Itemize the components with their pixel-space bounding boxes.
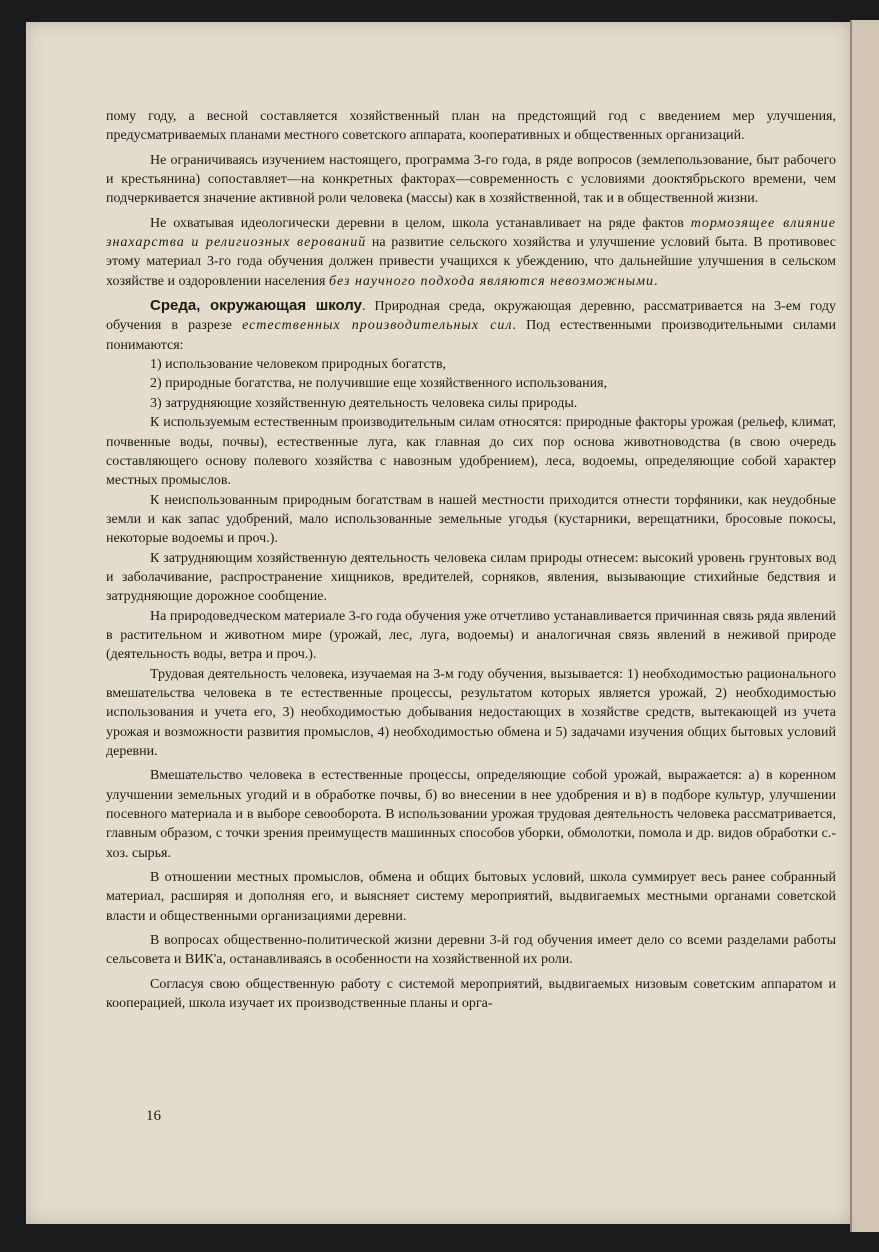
paragraph xyxy=(106,296,836,355)
paragraph: В вопросах общественно-политической жизни деревни 3-й год обучения имеет дело со всеми разделами работы сельсовета и ВИК'а, останавливаясь в особенности на хозяйственной их роли. xyxy=(106,933,836,968)
list-item: 2) природные богатства, не получившие еще хозяйственного использования, xyxy=(150,376,608,392)
paragraph: В отношении местных промыслов, обмена и общих бытовых условий, школа суммирует весь ранее собранный материал, расширяя и дополняя его, и выясняет систему мероприятий, выдвигаемых местными органами советской власти и общественными организациями деревни. xyxy=(106,870,836,924)
italic-emphasis: естественных производительных сил xyxy=(242,318,513,334)
italic-emphasis: тормозящее влияние знахарства и религиозных верований xyxy=(106,215,836,251)
text-run: Не охватывая идеологически деревни в целом, школа устанавливает на ряде фактов xyxy=(150,215,691,231)
paragraph: К используемым естественным производительным силам относятся: природные факторы урожая (рельеф, климат, почвенные воды, почвы), естественные луга, как главная до сих пор основа животноводства (в свою очередь составляющего основу полевого хозяйства с навозным удобрением), леса, водоемы, определяющие собой характер местных промыслов. xyxy=(106,415,836,489)
list-item: 1) использование человеком природных богатств, xyxy=(150,357,447,373)
italic-emphasis: без научного подхода являются невозможными xyxy=(328,273,655,289)
paragraph: Вмешательство человека в естественные процессы, определяющие собой урожай, выражается: а) в коренном улучшении земельных угодий и в обработке почвы, б) во внесении в нее удобрения и в) в подборе культур, улучшении посевного материала и в выборе севооборота. В использовании урожая трудовая деятельность человека рассматривается, главным образом, с точки зрения преимуществ машинных способов уборки, обмолотки, помола и др. видов обработки с.-хоз. сырья. xyxy=(106,768,836,861)
paragraph xyxy=(106,214,836,291)
facing-page-edge xyxy=(850,20,879,1232)
page-number: 16 xyxy=(146,1108,161,1124)
paragraph: Не ограничиваясь изучением настоящего, программа 3-го года, в ряде вопросов (землепользование, быт рабочего и крестьянина) сопоставляет—на конкретных факторах—современность с условиями дооктябрьского времени, чем подчеркивается значение активной роли человека (массы) как в хозяйственной, так и в общественной жизни. xyxy=(106,152,836,207)
paragraph: Трудовая деятельность человека, изучаемая на 3-м году обучения, вызывается: 1) необходимостью рационального вмешательства человека в те естественные процессы, результатом которых является урожай, 2) необходимостью использования и учета его, 3) необходимостью добывания недостающих в хозяйстве средств, вытекающей из учета урожая и возможности развития промыслов, 4) необходимостью обмена и 5) задачами изучения общих бытовых условий деревни. xyxy=(106,666,836,759)
text-run: на развитие сельского хозяйства и улучшение условий быта. В противовес этому материал 3-го года обучения должен привести учащихся к убеждению, что дальнейшие улучшения в сельском хозяйстве и оздоровлении населения xyxy=(106,235,836,289)
section-heading: Среда, окружающая школу xyxy=(150,297,362,315)
text-run: . Под естественными производительными силами понимаются: xyxy=(106,318,836,353)
page-text xyxy=(106,107,836,1018)
text-run: . xyxy=(654,273,658,289)
paragraph: пому году, а весной составляется хозяйственный план на предстоящий год с введением мер улучшения, предусматриваемых планами местного советского аппарата, кооперативных и общественных организаций. xyxy=(106,109,836,144)
paragraph: К неиспользованным природным богатствам в нашей местности приходится отнести торфяники, как неудобные земли и как запас удобрений, мало использованные земельные угодья (кустарники, верещатники, бросовые покосы, некоторые водоемы и проч.). xyxy=(106,492,836,547)
paragraph: К затрудняющим хозяйственную деятельность человека силам природы отнесем: высокий уровень грунтовых вод и заболачивание, распространение хищников, вредителей, сорняков, явления, вызывающие стихийные бедствия и затрудняющие дорожное сообщение. xyxy=(106,550,836,605)
paragraph: На природоведческом материале 3-го года обучения уже отчетливо устанавливается причинная связь ряда явлений в растительном и животном мире (урожай, лес, луга, водоемы) и аналогичная связь явлений в неживой природе (деятельность воды, ветра и проч.). xyxy=(106,608,836,663)
paragraph: Согласуя свою общественную работу с системой мероприятий, выдвигаемых низовым советским аппаратом и кооперацией, школа изучает их производственные планы и орга- xyxy=(106,976,836,1012)
text-run: . Природная среда, окружающая деревню, рассматривается на 3-ем году обучения в разрезе xyxy=(106,299,836,334)
list-item: 3) затрудняющие хозяйственную деятельность человека силы природы. xyxy=(150,395,578,411)
